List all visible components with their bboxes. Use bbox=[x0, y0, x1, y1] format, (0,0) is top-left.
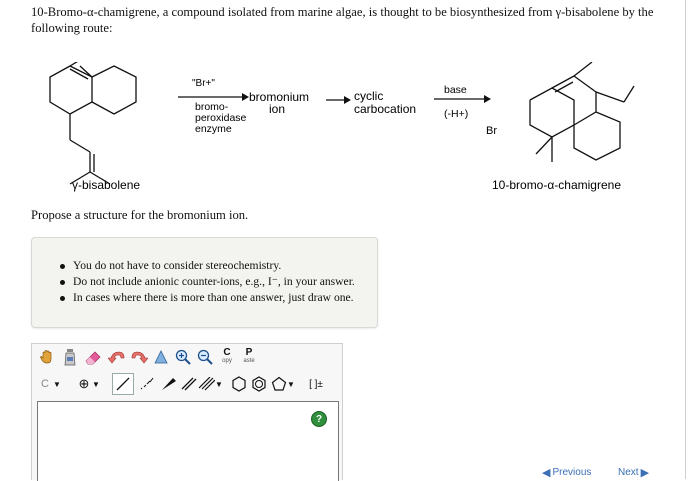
intermediate-2-line-1: cyclic bbox=[354, 89, 384, 103]
base-sub: (-H+) bbox=[444, 108, 469, 120]
reagent-line-3: enzyme bbox=[195, 123, 232, 135]
eraser-icon[interactable] bbox=[82, 346, 104, 368]
previous-label: Previous bbox=[552, 467, 592, 478]
charge-tool[interactable]: ⊕ bbox=[78, 376, 90, 391]
zoom-out-icon[interactable] bbox=[194, 346, 216, 368]
paste-sub: aste bbox=[243, 358, 255, 364]
help-button[interactable]: ? bbox=[311, 411, 327, 427]
br-label: Br bbox=[486, 125, 497, 137]
benzene-ring-icon[interactable] bbox=[248, 373, 270, 395]
drawing-editor bbox=[31, 343, 343, 480]
hint-box bbox=[31, 237, 378, 328]
chevron-left-icon: ◀ bbox=[542, 467, 551, 479]
single-bond-icon[interactable] bbox=[112, 373, 134, 395]
hint-list bbox=[73, 258, 355, 306]
reaction-scheme bbox=[30, 62, 670, 212]
bracket-charge-tool[interactable]: [ ]± bbox=[309, 378, 323, 390]
intermediate-1-line-2: ion bbox=[269, 102, 286, 116]
copy-label: C bbox=[223, 347, 231, 358]
previous-button[interactable] bbox=[542, 466, 591, 479]
bond-dropdown-arrow[interactable]: ▼ bbox=[215, 379, 223, 389]
next-label: Next bbox=[618, 467, 639, 478]
wedge-bond-icon[interactable] bbox=[158, 373, 180, 395]
hint-item: In cases where there is more than one answer, just draw one. bbox=[73, 291, 354, 304]
reagent-line-2: peroxidase bbox=[195, 112, 247, 124]
product-name: 10-bromo-α-chamigrene bbox=[492, 178, 621, 192]
copy-sub: opy bbox=[222, 358, 232, 364]
hashed-bond-icon[interactable] bbox=[136, 373, 158, 395]
hand-icon[interactable] bbox=[36, 346, 58, 368]
base-label: base bbox=[444, 84, 467, 96]
prompt-text: Propose a structure for the bromonium ion. bbox=[31, 208, 249, 222]
intermediate-1-line-1: bromonium bbox=[249, 90, 310, 104]
chamigrene-structure bbox=[530, 62, 634, 162]
ring-dropdown-arrow[interactable]: ▼ bbox=[287, 379, 295, 389]
paste-label: P bbox=[245, 347, 253, 358]
paste-button[interactable] bbox=[238, 346, 260, 368]
hexagon-ring-icon[interactable] bbox=[228, 373, 250, 395]
select-lasso-icon[interactable] bbox=[150, 346, 172, 368]
editor-toolbar-bottom bbox=[32, 373, 342, 399]
reagent-line-1: bromo- bbox=[195, 101, 229, 113]
reagent-top: "Br+" bbox=[192, 78, 215, 89]
hint-item: You do not have to consider stereochemistry. bbox=[73, 258, 355, 274]
drawing-canvas[interactable] bbox=[37, 401, 339, 481]
undo-icon[interactable] bbox=[106, 346, 128, 368]
intermediate-2-line-2: carbocation bbox=[354, 102, 417, 116]
reactant-name: γ-bisabolene bbox=[72, 178, 141, 192]
window-edge bbox=[685, 0, 686, 479]
chevron-right-icon: ▶ bbox=[640, 467, 650, 479]
question-text: 10-Bromo-α-chamigrene, a compound isolated from marine algae, is thought to be biosynthesized from γ-bisabolene by the following route: bbox=[31, 5, 654, 35]
element-selector[interactable]: C bbox=[41, 378, 49, 390]
gamma-bisabolene-structure bbox=[50, 62, 136, 184]
redo-icon[interactable] bbox=[128, 346, 150, 368]
hint-item: Do not include anionic counter-ions, e.g., I⁻, in your answer. bbox=[73, 275, 355, 288]
charge-dropdown-arrow[interactable]: ▼ bbox=[92, 379, 100, 389]
zoom-in-icon[interactable] bbox=[172, 346, 194, 368]
bottle-icon[interactable] bbox=[59, 346, 81, 368]
next-button[interactable] bbox=[618, 466, 649, 479]
editor-toolbar-top bbox=[32, 346, 342, 372]
copy-button[interactable] bbox=[216, 346, 238, 368]
element-dropdown-arrow[interactable]: ▼ bbox=[53, 379, 61, 389]
